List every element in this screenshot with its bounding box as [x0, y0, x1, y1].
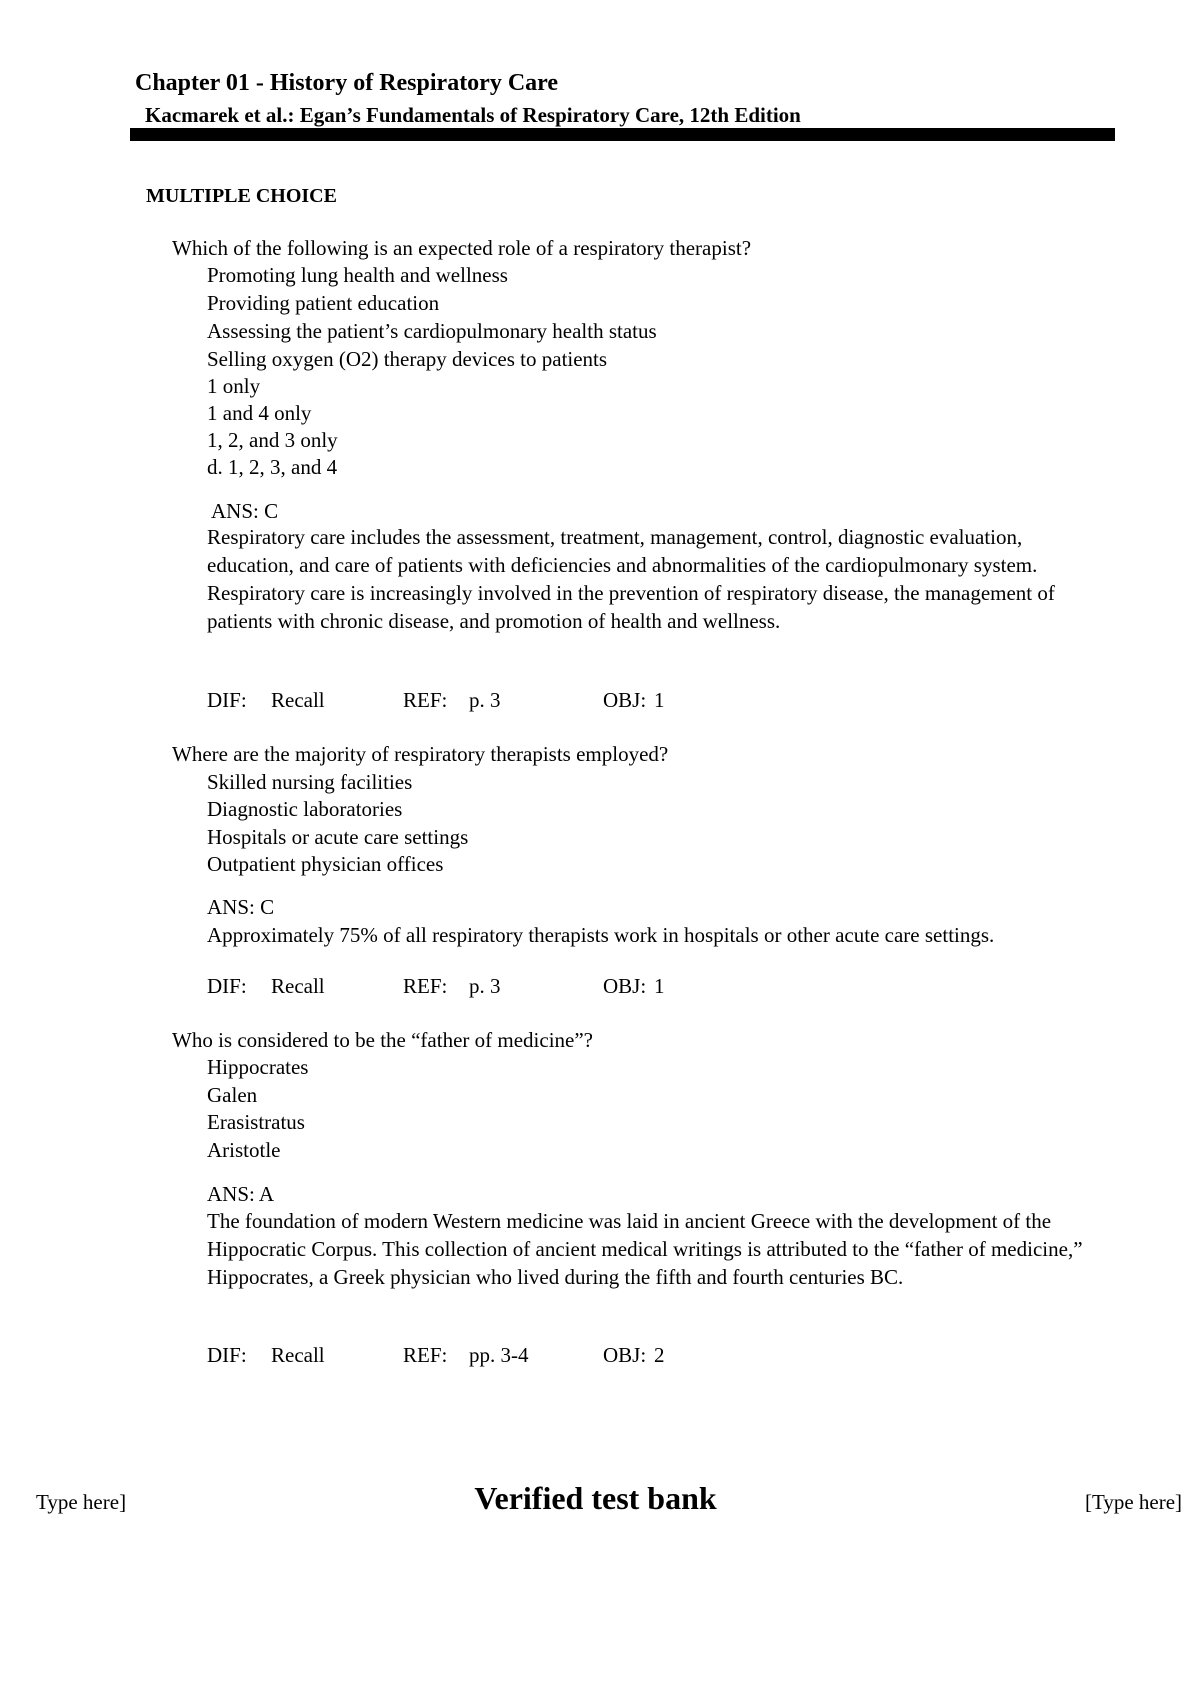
dif-label: DIF:	[207, 974, 247, 998]
option-item: Hospitals or acute care settings	[207, 825, 469, 849]
option-item: Aristotle	[207, 1138, 281, 1162]
dif-value: Recall	[271, 1343, 325, 1367]
option-item: Galen	[207, 1083, 258, 1107]
option-item: 1 and 4 only	[207, 401, 312, 425]
option-item: Promoting lung health and wellness	[207, 263, 508, 287]
footer-right-placeholder: [Type here]	[1085, 1490, 1183, 1514]
obj-label: OBJ:	[603, 974, 647, 998]
obj-label: OBJ:	[603, 688, 647, 712]
obj-value: 2	[654, 1343, 665, 1367]
option-item: Selling oxygen (O2) therapy devices to patients	[207, 347, 608, 371]
dif-label: DIF:	[207, 1343, 247, 1367]
obj-label: OBJ:	[603, 1343, 647, 1367]
option-item: Outpatient physician offices	[207, 852, 444, 876]
ref-label: REF:	[403, 688, 448, 712]
answer-explanation: The foundation of modern Western medicine was laid in ancient Greece with the development of the Hippocratic Corpus. This collection of ancient medical writings is attributed to the “father of medicine,” Hippocrates, a Greek physician who lived during the fifth and fourth centuries BC.	[207, 1209, 1083, 1289]
header-rule	[130, 128, 1115, 141]
obj-value: 1	[654, 688, 665, 712]
option-item: Erasistratus	[207, 1110, 305, 1134]
answer-key: ANS: C	[207, 895, 275, 919]
ref-value: pp. 3-4	[469, 1343, 529, 1367]
option-item: 1, 2, and 3 only	[207, 428, 338, 452]
obj-value: 1	[654, 974, 665, 998]
answer-explanation: Approximately 75% of all respiratory therapists work in hospitals or other acute care settings.	[207, 923, 995, 947]
option-item: Providing patient education	[207, 291, 440, 315]
question-stem: Which of the following is an expected role of a respiratory therapist?	[172, 236, 752, 260]
option-item: Assessing the patient’s cardiopulmonary health status	[207, 319, 657, 343]
answer-key: ANS: C	[211, 499, 279, 523]
chapter-title: Chapter 01 - History of Respiratory Care	[135, 70, 559, 96]
option-item: d. 1, 2, 3, and 4	[207, 455, 338, 479]
question-stem: Where are the majority of respiratory therapists employed?	[172, 742, 669, 766]
answer-key: ANS: A	[207, 1182, 275, 1206]
ref-value: p. 3	[469, 974, 501, 998]
option-item: 1 only	[207, 374, 261, 398]
book-title: Kacmarek et al.: Egan’s Fundamentals of Respiratory Care, 12th Edition	[145, 103, 801, 127]
option-item: Diagnostic laboratories	[207, 797, 403, 821]
dif-value: Recall	[271, 688, 325, 712]
section-title: MULTIPLE CHOICE	[146, 185, 337, 207]
footer-left-placeholder: Type here]	[36, 1490, 127, 1514]
dif-label: DIF:	[207, 688, 247, 712]
question-stem: Who is considered to be the “father of medicine”?	[172, 1028, 593, 1052]
ref-value: p. 3	[469, 688, 501, 712]
option-item: Skilled nursing facilities	[207, 770, 413, 794]
ref-label: REF:	[403, 974, 448, 998]
dif-value: Recall	[271, 974, 325, 998]
answer-explanation: Respiratory care includes the assessment, treatment, management, control, diagnostic evaluation, education, and care of patients with deficiencies and abnormalities of the cardiopulmonary system. Respiratory care is increasingly involved in the prevention of respiratory disease, the management of patients with chronic disease, and promotion of health and wellness.	[207, 525, 1055, 633]
option-item: Hippocrates	[207, 1055, 309, 1079]
footer-title: Verified test bank	[474, 1480, 717, 1516]
ref-label: REF:	[403, 1343, 448, 1367]
